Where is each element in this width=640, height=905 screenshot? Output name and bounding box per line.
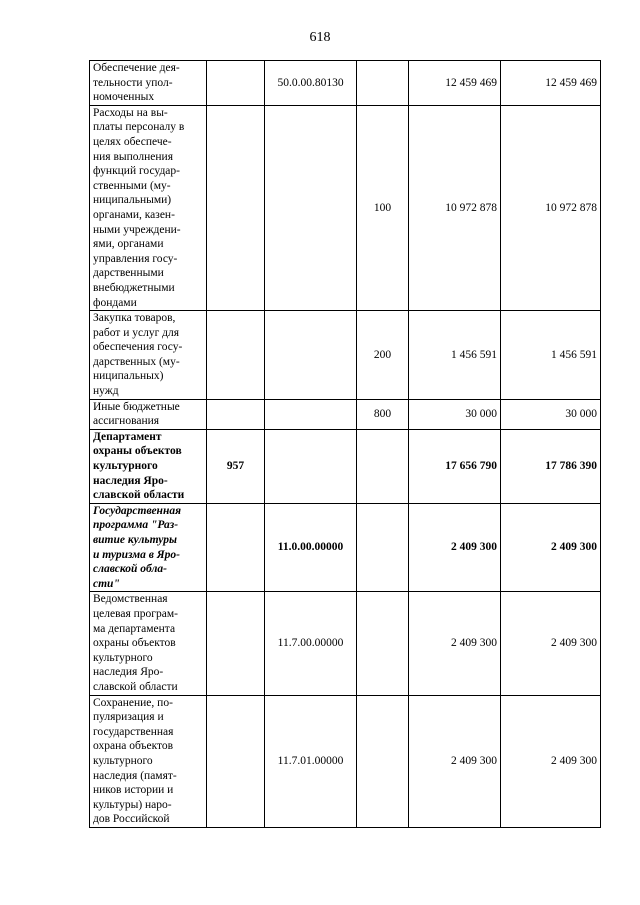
expense-name-line: органами, казен- bbox=[93, 208, 175, 221]
target-article-cell bbox=[265, 399, 357, 429]
expense-type-cell bbox=[357, 695, 409, 827]
expense-name-line: Государственная bbox=[93, 504, 181, 517]
target-article-cell bbox=[265, 105, 357, 310]
expense-name-line: программа "Раз- bbox=[93, 519, 179, 532]
expense-name-line: дарственными bbox=[93, 267, 164, 280]
expense-name-line: целях обеспече- bbox=[93, 135, 172, 148]
amount-year-1-cell: 10 972 878 bbox=[409, 105, 501, 310]
expense-type-cell: 100 bbox=[357, 105, 409, 310]
expense-name-line: Расходы на вы- bbox=[93, 106, 168, 119]
department-code-cell bbox=[207, 61, 265, 106]
table-row bbox=[90, 311, 601, 400]
expense-name-line: охрана объектов bbox=[93, 740, 174, 753]
page-number: 618 bbox=[309, 30, 331, 45]
expense-name-cell bbox=[90, 592, 207, 695]
table-row bbox=[90, 592, 601, 695]
table-row bbox=[90, 429, 601, 503]
expense-name-line: Департамент bbox=[93, 430, 162, 443]
expense-name-line: Ведомственная bbox=[93, 593, 168, 606]
expense-name-line: культурного bbox=[93, 651, 153, 664]
amount-year-1-cell: 2 409 300 bbox=[409, 695, 501, 827]
amount-year-1-cell: 12 459 469 bbox=[409, 61, 501, 106]
target-article-cell: 11.7.01.00000 bbox=[265, 695, 357, 827]
expense-name-line: наследия Яро- bbox=[93, 474, 168, 487]
expense-name-line: сти" bbox=[93, 577, 120, 590]
expense-type-cell bbox=[357, 61, 409, 106]
expense-name-line: ников истории и bbox=[93, 784, 174, 797]
expense-name-line: славской области bbox=[93, 680, 178, 693]
table-row bbox=[90, 695, 601, 827]
expense-name-line: Иные бюджетные bbox=[93, 400, 180, 413]
budget-table bbox=[89, 60, 601, 828]
amount-year-2-cell: 2 409 300 bbox=[501, 695, 601, 827]
expense-name-line: ями, органами bbox=[93, 238, 164, 251]
target-article-cell bbox=[265, 311, 357, 400]
expense-name-line: нужд bbox=[93, 385, 119, 398]
expense-name-line: ния выполнения bbox=[93, 150, 173, 163]
expense-type-cell bbox=[357, 592, 409, 695]
expense-name-line: внебюджетными bbox=[93, 281, 175, 294]
expense-name-line: обеспечения госу- bbox=[93, 341, 183, 354]
expense-name-cell bbox=[90, 105, 207, 310]
amount-year-1-cell: 1 456 591 bbox=[409, 311, 501, 400]
expense-name-line: и туризма в Яро- bbox=[93, 548, 180, 561]
expense-name-cell bbox=[90, 429, 207, 503]
amount-year-2-cell: 2 409 300 bbox=[501, 503, 601, 592]
expense-name-line: целевая програм- bbox=[93, 607, 178, 620]
expense-name-line: культуры) наро- bbox=[93, 798, 172, 811]
expense-name-line: государственная bbox=[93, 725, 174, 738]
expense-name-cell bbox=[90, 695, 207, 827]
expense-type-cell bbox=[357, 503, 409, 592]
target-article-cell bbox=[265, 429, 357, 503]
amount-year-2-cell: 17 786 390 bbox=[501, 429, 601, 503]
expense-name-line: тельности упол- bbox=[93, 76, 173, 89]
expense-name-line: пуляризация и bbox=[93, 711, 164, 724]
department-code-cell bbox=[207, 105, 265, 310]
expense-name-line: фондами bbox=[93, 296, 137, 309]
budget-table-body bbox=[90, 61, 601, 828]
department-code-cell bbox=[207, 592, 265, 695]
table-row bbox=[90, 105, 601, 310]
amount-year-2-cell: 12 459 469 bbox=[501, 61, 601, 106]
amount-year-2-cell: 1 456 591 bbox=[501, 311, 601, 400]
amount-year-1-cell: 17 656 790 bbox=[409, 429, 501, 503]
department-code-cell bbox=[207, 311, 265, 400]
target-article-cell: 11.0.00.00000 bbox=[265, 503, 357, 592]
department-code-cell bbox=[207, 695, 265, 827]
expense-name-line: ниципальными) bbox=[93, 194, 172, 207]
expense-name-line: наследия (памят- bbox=[93, 769, 177, 782]
expense-name-line: ма департамента bbox=[93, 622, 176, 635]
target-article-cell: 11.7.00.00000 bbox=[265, 592, 357, 695]
expense-type-cell bbox=[357, 429, 409, 503]
expense-name-line: культурного bbox=[93, 460, 158, 473]
amount-year-1-cell: 2 409 300 bbox=[409, 503, 501, 592]
expense-name-line: Обеспечение дея- bbox=[93, 62, 180, 74]
amount-year-2-cell: 30 000 bbox=[501, 399, 601, 429]
expense-name-line: наследия Яро- bbox=[93, 666, 164, 679]
expense-name-line: управления госу- bbox=[93, 252, 178, 265]
expense-name-line: Закупка товаров, bbox=[93, 312, 176, 325]
expense-name-cell bbox=[90, 399, 207, 429]
expense-name-line: дарственных (му- bbox=[93, 355, 180, 368]
expense-name-line: охраны объектов bbox=[93, 637, 176, 650]
department-code-cell bbox=[207, 399, 265, 429]
target-article-cell: 50.0.00.80130 bbox=[265, 61, 357, 106]
expense-name-cell bbox=[90, 61, 207, 106]
expense-name-line: функций государ- bbox=[93, 165, 180, 178]
expense-name-line: ассигнования bbox=[93, 415, 160, 428]
expense-name-line: славской области bbox=[93, 489, 185, 502]
expense-name-line: Сохранение, по- bbox=[93, 696, 173, 709]
table-row bbox=[90, 399, 601, 429]
department-code-cell bbox=[207, 503, 265, 592]
expense-name-line: ными учреждени- bbox=[93, 223, 181, 236]
expense-name-cell bbox=[90, 311, 207, 400]
expense-type-cell: 800 bbox=[357, 399, 409, 429]
expense-name-line: дов Российской bbox=[93, 813, 170, 826]
expense-type-cell: 200 bbox=[357, 311, 409, 400]
expense-name-cell bbox=[90, 503, 207, 592]
table-row bbox=[90, 503, 601, 592]
expense-name-line: ниципальных) bbox=[93, 370, 164, 383]
expense-name-line: славской обла- bbox=[93, 563, 167, 576]
amount-year-2-cell: 10 972 878 bbox=[501, 105, 601, 310]
amount-year-2-cell: 2 409 300 bbox=[501, 592, 601, 695]
amount-year-1-cell: 2 409 300 bbox=[409, 592, 501, 695]
table-row bbox=[90, 61, 601, 106]
expense-name-line: работ и услуг для bbox=[93, 326, 180, 339]
amount-year-1-cell: 30 000 bbox=[409, 399, 501, 429]
expense-name-line: витие культуры bbox=[93, 534, 177, 546]
expense-name-line: ственными (му- bbox=[93, 179, 171, 192]
expense-name-line: номоченных bbox=[93, 91, 155, 104]
expense-name-line: охраны объектов bbox=[93, 445, 182, 458]
expense-name-line: платы персоналу в bbox=[93, 121, 185, 134]
expense-name-line: культурного bbox=[93, 754, 153, 767]
department-code-cell: 957 bbox=[207, 429, 265, 503]
